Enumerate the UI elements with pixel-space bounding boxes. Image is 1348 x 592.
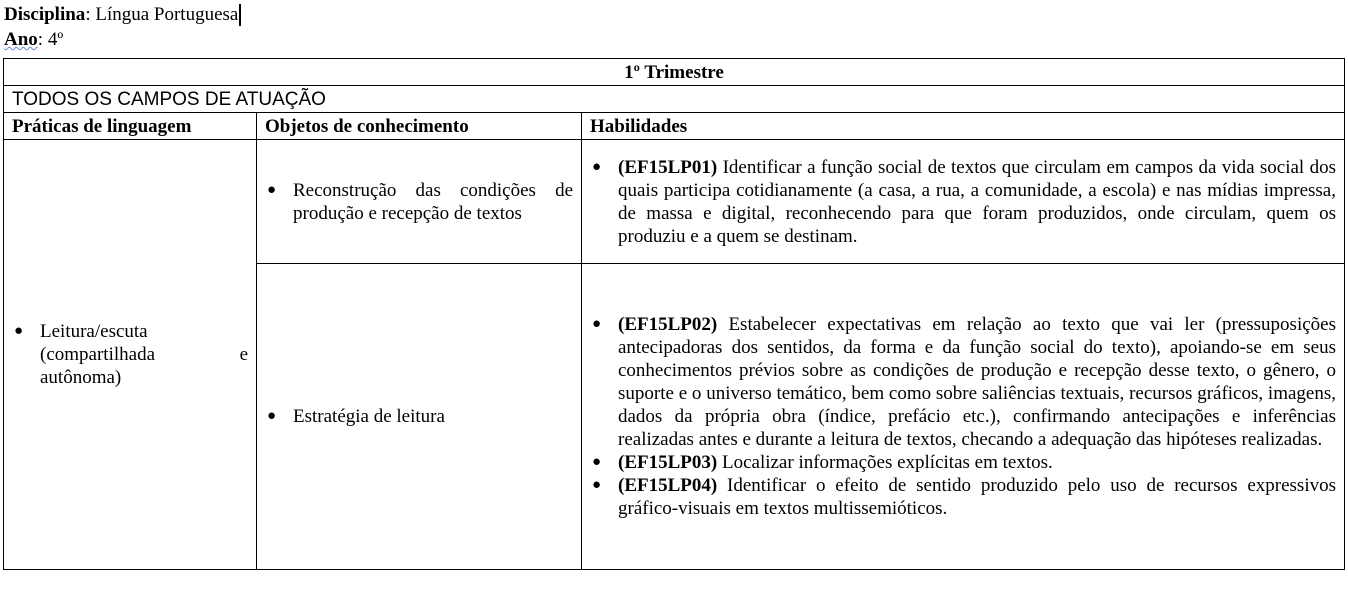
disciplina-label: Disciplina bbox=[4, 4, 86, 25]
text-cursor bbox=[239, 4, 241, 26]
ano-line bbox=[4, 29, 63, 51]
disciplina-line bbox=[4, 4, 241, 26]
habilidade-text: Identificar a função social de textos que circulam em campos da vida social dos quais participa cotidianamente (a casa, a rua, a comunidade, a escola) e nas mídias impressa, de massa e digital, reconhecendo para que foram produzidos, onde circulam, quem os produziu e a quem se destinam. bbox=[618, 156, 1336, 247]
habilidade-text: Estabelecer expectativas em relação ao texto que vai ler (pressuposições antecipadoras dos sentidos, da forma e da função social do texto), apoiando-se em seus conhecimentos prévios sobre as condições de produção e recepção desse texto, o gênero, o suporte e o universo temático, bem como sobre saliências textuais, recursos gráficos, imagens, dados da própria obra (índice, prefácio etc.), confirmando antecipações e inferências realizadas antes e durante a leitura de textos, checando a adequação das hipóteses realizadas. bbox=[618, 314, 1336, 450]
pratica-list bbox=[12, 320, 248, 389]
objeto-item: ● Estratégia de leitura bbox=[265, 405, 573, 428]
column-header-praticas: Práticas de linguagem bbox=[4, 113, 257, 140]
objeto-item: ● Reconstrução das condições de produção e recepção de textos bbox=[265, 179, 573, 225]
ano-label: Ano bbox=[4, 29, 38, 50]
objeto-cell bbox=[257, 140, 582, 264]
habilidades-list bbox=[590, 156, 1336, 248]
ano-value: : 4º bbox=[37, 29, 64, 50]
habilidades-cell bbox=[582, 264, 1345, 570]
objeto-cell bbox=[257, 264, 582, 570]
objeto-list bbox=[265, 179, 573, 225]
habilidade-item bbox=[590, 474, 1336, 520]
column-header-habilidades: Habilidades bbox=[582, 113, 1345, 140]
disciplina-value: : Língua Portuguesa bbox=[85, 4, 239, 25]
habilidade-code: (EF15LP04) bbox=[618, 475, 718, 496]
column-headers-row bbox=[4, 113, 1345, 140]
column-header-objetos: Objetos de conhecimento bbox=[257, 113, 582, 140]
trimestre-row bbox=[4, 59, 1345, 86]
trimestre-title: 1º Trimestre bbox=[4, 59, 1345, 86]
habilidade-item bbox=[590, 313, 1336, 451]
pratica-cell bbox=[4, 140, 257, 570]
table-row bbox=[4, 140, 1345, 264]
habilidade-item bbox=[590, 156, 1336, 248]
habilidade-text: Identificar o efeito de sentido produzido pelo uso de recursos expressivos gráfico-visuais em textos multissemióticos. bbox=[618, 475, 1336, 519]
habilidade-code: (EF15LP01) bbox=[618, 156, 718, 178]
habilidade-text: Localizar informações explícitas em textos. bbox=[717, 452, 1053, 473]
habilidade-code: (EF15LP03) bbox=[618, 452, 718, 473]
objeto-list bbox=[265, 405, 573, 428]
campos-row bbox=[4, 86, 1345, 113]
campos-title: TODOS OS CAMPOS DE ATUAÇÃO bbox=[4, 86, 1345, 113]
habilidade-item bbox=[590, 451, 1336, 474]
pratica-item: ● Leitura/escuta (compartilhada e autônoma) bbox=[12, 320, 248, 389]
habilidade-code: (EF15LP02) bbox=[618, 314, 718, 335]
curriculum-table bbox=[3, 58, 1345, 570]
habilidades-cell bbox=[582, 140, 1345, 264]
habilidades-list bbox=[590, 313, 1336, 520]
